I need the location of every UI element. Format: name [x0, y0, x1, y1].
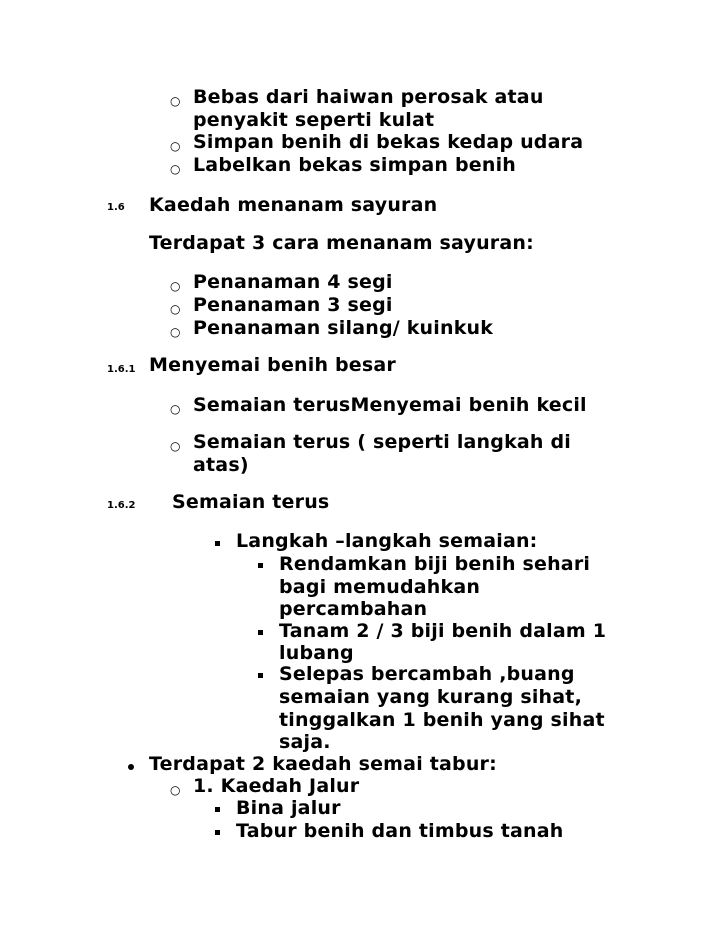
circle-outline-icon: ○: [170, 325, 181, 339]
square-bullet-icon: [258, 563, 263, 568]
square-bullet-icon: [215, 830, 220, 835]
list-item: penyakit seperti kulat: [193, 109, 435, 131]
list-item: Rendamkan biji benih sehari: [279, 553, 591, 575]
list-item: Selepas bercambah ,buang: [279, 663, 575, 685]
section-number: 1.6.1: [107, 364, 136, 375]
list-item: Penanaman silang/ kuinkuk: [193, 317, 494, 339]
list-item: Bebas dari haiwan perosak atau: [193, 86, 544, 108]
list-item: 1. Kaedah Jalur: [193, 775, 360, 797]
list-item: semaian yang kurang sihat,: [279, 686, 583, 708]
list-item: atas): [193, 454, 249, 476]
list-item: Penanaman 3 segi: [193, 294, 393, 316]
list-item: lubang: [279, 642, 354, 664]
square-bullet-icon: [215, 541, 220, 546]
square-bullet-icon: [215, 807, 220, 812]
circle-outline-icon: ○: [170, 279, 181, 293]
list-item: Bina jalur: [236, 797, 341, 819]
list-item: Tabur benih dan timbus tanah: [236, 820, 564, 842]
circle-outline-icon: ○: [170, 139, 181, 153]
list-item: Tanam 2 / 3 biji benih dalam 1: [279, 620, 607, 642]
section-heading: Menyemai benih besar: [149, 354, 396, 376]
list-item: Terdapat 2 kaedah semai tabur:: [149, 753, 497, 775]
list-item: Simpan benih di bekas kedap udara: [193, 131, 584, 153]
list-item: Langkah –langkah semaian:: [236, 530, 538, 552]
list-item: Semaian terus ( seperti langkah di: [193, 431, 571, 453]
square-bullet-icon: [258, 630, 263, 635]
list-item: saja.: [279, 731, 331, 753]
square-bullet-icon: [258, 673, 263, 678]
section-heading: Semaian terus: [172, 491, 330, 513]
circle-outline-icon: ○: [170, 162, 181, 176]
section-number: 1.6.2: [107, 500, 136, 511]
circle-outline-icon: ○: [170, 783, 181, 797]
dot-bullet-icon: [128, 764, 134, 770]
paragraph: Terdapat 3 cara menanam sayuran:: [149, 232, 534, 254]
circle-outline-icon: ○: [170, 439, 181, 453]
circle-outline-icon: ○: [170, 402, 181, 416]
list-item: bagi memudahkan: [279, 576, 481, 598]
list-item: Penanaman 4 segi: [193, 271, 393, 293]
section-number: 1.6: [107, 202, 125, 213]
list-item: percambahan: [279, 598, 428, 620]
section-heading: Kaedah menanam sayuran: [149, 194, 438, 216]
circle-outline-icon: ○: [170, 302, 181, 316]
list-item: tinggalkan 1 benih yang sihat: [279, 709, 605, 731]
list-item: Semaian terusMenyemai benih kecil: [193, 394, 587, 416]
circle-outline-icon: ○: [170, 94, 181, 108]
list-item: Labelkan bekas simpan benih: [193, 154, 517, 176]
